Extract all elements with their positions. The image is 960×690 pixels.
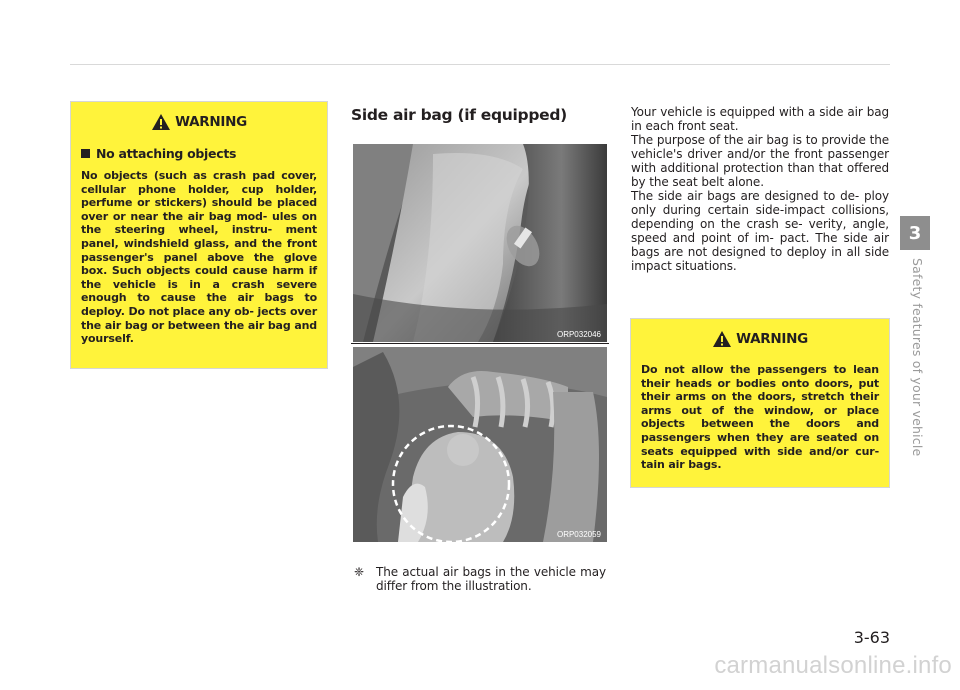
chapter-tab: 3 (900, 216, 930, 250)
warning-triangle-icon (151, 113, 171, 131)
seat-illustration-image (353, 144, 607, 342)
warning-subheading (81, 146, 317, 161)
body-text (631, 105, 889, 273)
warning-triangle-icon (712, 330, 732, 348)
warning-header (641, 329, 879, 349)
watermark-logo: carmanualsonline.info (714, 652, 952, 679)
warning-header (81, 112, 317, 132)
paragraph: Your vehicle is equipped with a side air bag in each front seat. (631, 105, 889, 133)
warning-title: WARNING (736, 331, 808, 347)
paragraph: The purpose of the air bag is to provide the vehicle's driver and/or the front passenger with additional protection than that offered by the seat belt alone. (631, 133, 889, 189)
warning-box-doors (630, 318, 890, 488)
header-rule (70, 64, 890, 65)
paragraph: The side air bags are designed to de- ploy only during certain side-impact collisions, depending on the crash se- verity, angle, speed and point of im- pact. The side air bags are not designed to deploy in all side impact situations. (631, 189, 889, 273)
figure-code: ORP032059 (556, 530, 601, 539)
figure-divider (351, 343, 609, 344)
warning-body: Do not allow the passengers to lean their heads or bodies onto doors, put their arms on the doors, stretch their arms out of the window, or place objects between the doors and passengers when they are seated on seats equipped with side and/or cur- tain air bags. (641, 363, 879, 472)
warning-body: No objects (such as crash pad cover, cellular phone holder, cup holder, perfume or stickers) should be placed over or near the air bag mod- ules on the steering wheel, instru- ment panel, windshield glass, and the front passenger's panel above the glove box. Such objects could cause harm if the vehicle is in a crash severe enough to cause the air bags to deploy. Do not place any ob- jects over the air bag or between the air bag and yourself. (81, 169, 317, 346)
airbag-deployment-image (353, 347, 607, 542)
warning-box-attaching-objects (70, 101, 328, 369)
figure-side-airbag-deployment (353, 347, 607, 542)
note-text: The actual air bags in the vehicle may differ from the illustration. (376, 565, 606, 593)
figure-code: ORP032046 (556, 330, 601, 339)
figure-seat-side-airbag-label (353, 144, 607, 342)
page-number: 3-63 (853, 628, 890, 647)
warning-title: WARNING (175, 114, 247, 130)
illustration-note (354, 565, 606, 593)
warning-subtitle: No attaching objects (96, 146, 237, 161)
square-bullet-icon (81, 149, 90, 158)
note-mark: ❈ (354, 565, 365, 579)
chapter-title: Safety features of your vehicle (910, 258, 925, 457)
section-title: Side air bag (if equipped) (351, 106, 567, 124)
